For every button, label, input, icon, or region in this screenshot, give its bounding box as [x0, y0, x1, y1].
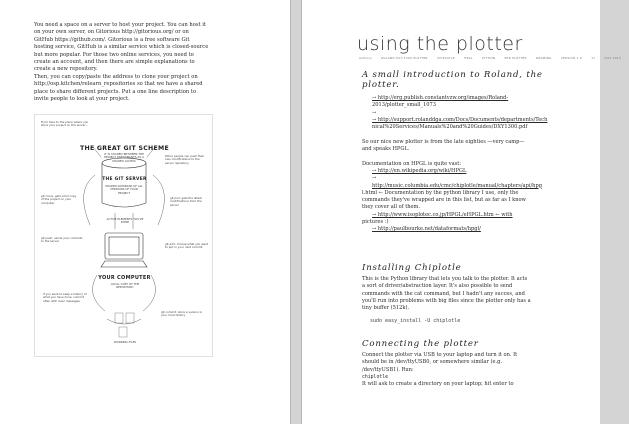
body-line: It will ask to create a directory on your laptop; hit enter to: [362, 381, 514, 388]
intro-line: You need a space on a server to host your project. You can host it: [34, 22, 206, 28]
meta-item: HPGL: [464, 56, 473, 60]
body-line: →: [372, 175, 377, 182]
body-line[interactable]: → http://en.wikipedia.org/wiki/HPGL: [372, 167, 467, 174]
meta-item: DRAWING: [535, 56, 552, 60]
page-title: using the plotter: [357, 33, 523, 55]
computer-icon: [101, 233, 147, 267]
body-line: you'll run into problems with big files since the plotter only has a: [362, 297, 531, 304]
intro-line: invite people to look at your project.: [34, 96, 130, 103]
body-line: l.html ← Documentation by the python library I use, only the: [362, 189, 519, 196]
note-bottom-center: WORKING FILES: [113, 340, 137, 344]
intro-line: create a new repository.: [34, 66, 98, 73]
body-line: nical%20Services/Manuals%20and%20Guides/DXY1300.pdf: [372, 124, 528, 131]
meta-item: Authors: [359, 56, 372, 60]
intro-line[interactable]: on your own server, on Gitorious http://gitorious.org/ or on: [34, 29, 189, 36]
install-command: sudo easy_install -U chiplotle: [370, 318, 461, 324]
note-bottom-right: git commit: store a version in your local history: [161, 310, 203, 318]
meta-item: JULY 2013: [604, 56, 622, 60]
note-left-low: git push: sends your commits to the server: [41, 236, 83, 244]
section-installing-body: [362, 276, 552, 312]
body-line: chiplotle: [362, 374, 388, 380]
left-page: [0, 0, 291, 424]
meta-item: PYTHON: [482, 56, 496, 60]
note-right-low: git add: choose what you want to put in your next commit: [165, 242, 209, 250]
poster-title: THE GREAT GIT SCHEME: [79, 145, 170, 152]
intro-line: create an account, and then there are simple explanations to: [34, 59, 195, 66]
intro-line: but more popular. For those two online services, you need to: [34, 51, 194, 58]
body-line[interactable]: http://music.columbia.edu/cmc/chiplotle/manual/chapters/api/hpg: [372, 182, 542, 189]
section-connecting-body: [362, 352, 552, 388]
body-line: and speaks HPGL.: [362, 146, 410, 153]
git-scheme-poster: [34, 114, 213, 357]
body-line: commands with the cat command, but I hadn't any succes, and: [362, 290, 525, 297]
meta-line: [359, 56, 622, 60]
note-top-center: IT IS SHARED BETWEEN THE PROJECT PARTICIPANTS AS A SHARED ACCESS: [104, 152, 144, 163]
body-line[interactable]: → http://paulbourke.net/dataformats/hpgl/: [372, 226, 481, 233]
body-line: pictures :): [362, 219, 389, 226]
meta-item: VERSION 1.0: [560, 56, 582, 60]
note-center-mid: ACTIVE ELEMENTS YOU'VE DONE: [106, 217, 144, 225]
intro-line[interactable]: GitHub https://github.com/. Gitorious is a free software Git: [34, 36, 190, 43]
intro-line: hosting service, GitHub is a similar service which is closed-source: [34, 44, 209, 51]
note-top-right: Other people can push their own modifications to the server repository: [165, 154, 205, 165]
body-line: commands they've wrapped are in this list, but as far as I know: [362, 197, 526, 204]
section-heading-connecting: Connecting the plotter: [362, 339, 479, 349]
server-label: THE GIT SERVER: [102, 177, 147, 182]
body-line: [362, 131, 552, 138]
body-line: Connect the plotter via USB to your laptop and turn it on. It: [362, 352, 518, 358]
meta-item: PEN PLOTTER: [504, 56, 527, 60]
body-line: →: [372, 109, 377, 116]
flow-arrows: [84, 147, 165, 324]
body-line[interactable]: → http://erg.publish.constantvzw.org/images/Roland-: [372, 95, 509, 101]
computer-label: YOUR COMPUTER: [98, 275, 151, 281]
body-line: [362, 153, 552, 160]
meta-item: 17: [591, 56, 596, 60]
server-icon: [102, 158, 146, 207]
intro-paragraph: [34, 22, 256, 103]
note-right-mid: git pull: gets the latest modifications from the server: [170, 196, 202, 207]
meta-item: CHIPLOTLE: [437, 56, 455, 60]
section-heading-intro: A small introduction to Roland, the plotter.: [362, 70, 543, 90]
body-line: 2013/plotter_small_1073: [372, 102, 436, 109]
note-server-body: SHARED DATABASE OF ALL VERSIONS OF YOUR PROJECT: [105, 184, 143, 195]
body-line: they cover all of them.: [362, 204, 420, 211]
body-line[interactable]: → http://www.isoplotec.co.jp/HPGL/eHPGL.htm ← with: [372, 211, 513, 218]
section-intro-body: [362, 95, 552, 234]
body-line: So our nice new plotter is from the late eighties —very camp—: [362, 138, 525, 145]
body-line[interactable]: → http://support.rolanddga.com/Docs/Documents/departments/Tech: [372, 116, 548, 123]
intro-line: place to share different projects. Put a one line description to: [34, 88, 197, 95]
note-computer-body: LOCAL COPY OF THE REPOSITORY: [110, 282, 140, 290]
body-line: Documentation on HPGL is quite vast:: [362, 160, 462, 167]
body-line: This is the Python library that lets you talk to the plotter. It acts: [362, 276, 528, 282]
right-page: [301, 0, 622, 424]
note-left-mid: git clone: gets a full copy of the project on your computer: [41, 194, 77, 205]
body-line: /dev/ttyUSB1). Run:: [362, 366, 414, 373]
note-top-left: From here to the place where you store your project on the server...: [41, 120, 89, 128]
file-icons: [115, 313, 134, 337]
note-bottom-left: If you want to keep a history of what you have done, commit often with clear messages: [43, 292, 87, 303]
body-line: should be in /dev/ttyUSB0, or somewhere similar (e.g.: [362, 359, 503, 366]
intro-line[interactable]: http://osp.kitchen/relearn_repositories so that we have a shared: [34, 81, 203, 88]
body-line: a sort of driver/abstraction layer. It's also possible to send: [362, 283, 513, 290]
section-heading-installing: Installing Chiplotle: [362, 263, 462, 273]
meta-item: ROLAND DXY-1300 PLOTTER: [381, 56, 428, 60]
body-line: tiny buffer (512k).: [362, 305, 410, 312]
intro-line: Then, you can copy/paste the address to clone your project on: [34, 73, 198, 80]
